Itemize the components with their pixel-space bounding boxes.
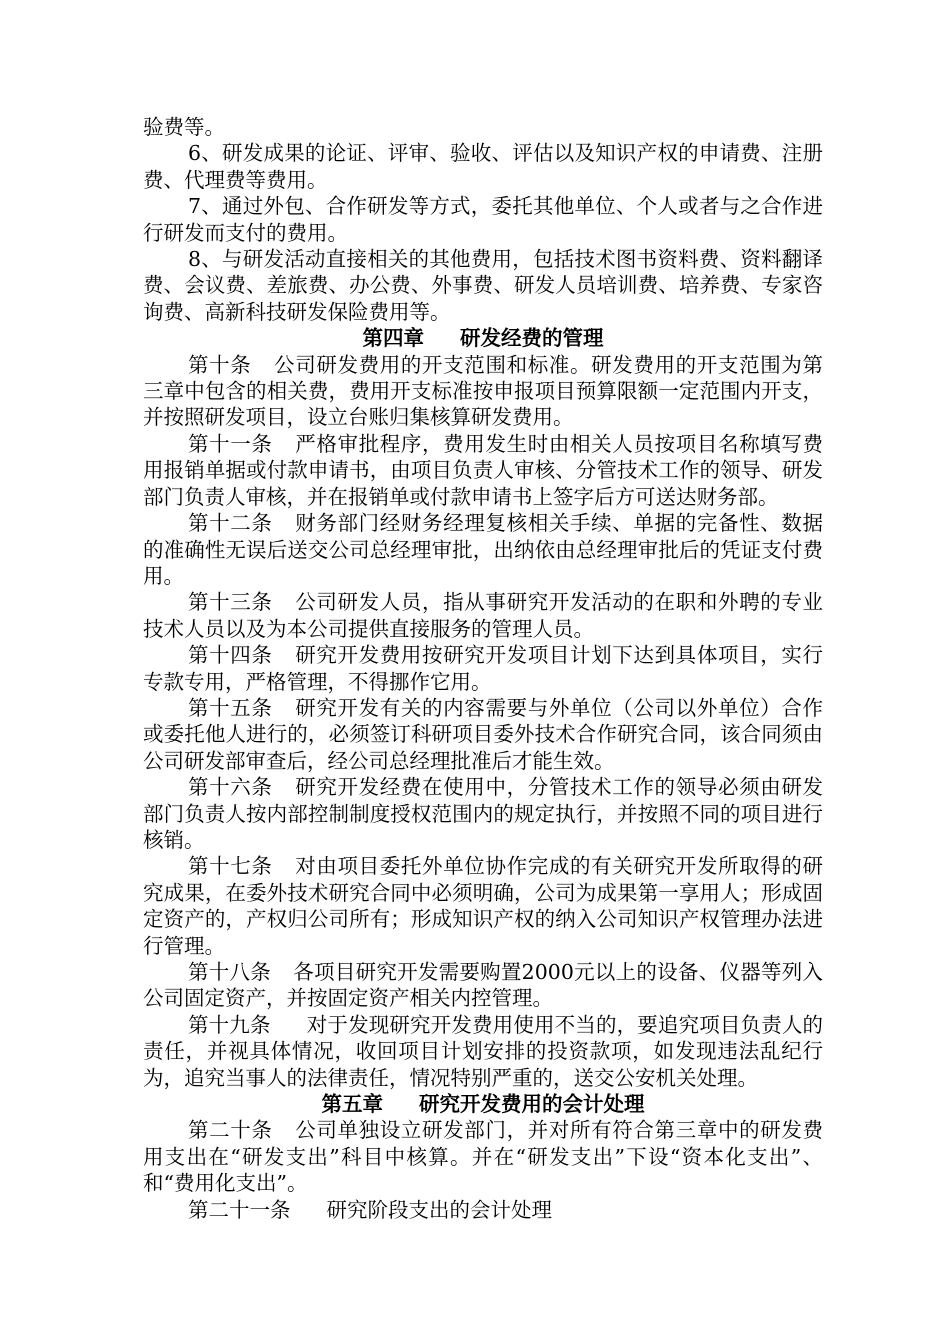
- article-number: 第十八条: [188, 960, 272, 984]
- article-number: 第二十一条: [188, 1197, 291, 1222]
- paragraph-text: 7、通过外包、合作研发等方式，委托其他单位、个人或者与之合作进行研发而支付的费用。: [143, 194, 823, 245]
- article-12: [143, 510, 823, 589]
- article-15: [143, 695, 823, 774]
- article-text: 各项目研究开发需要购置2000元以上的设备、仪器等列入公司固定资产，并按固定资产相关内控管理。: [143, 960, 823, 1011]
- chapter-title: 研发经费的管理: [460, 326, 604, 351]
- article-text: 研究阶段支出的会计处理: [326, 1197, 552, 1222]
- article-number: 第十二条: [188, 511, 273, 536]
- article-21: [143, 1197, 823, 1223]
- chapter-heading-4: [143, 325, 823, 351]
- article-10: [143, 352, 823, 431]
- paragraph-text: 8、与研发活动直接相关的其他费用，包括技术图书资料费、资料翻译费、会议费、差旅费、办公费、外事费、研发人员培训费、培养费、专家咨询费、高新科技研发保险费用等。: [143, 247, 823, 324]
- paragraph-fee-continuation: [143, 114, 823, 140]
- article-number: 第十九条: [188, 1012, 271, 1037]
- article-number: 第十一条: [188, 431, 273, 456]
- article-17: [143, 853, 823, 959]
- article-text: 研究开发费用按研究开发项目计划下达到具体项目，实行专款专用，严格管理，不得挪作它用。: [143, 643, 824, 694]
- article-16: [143, 774, 823, 853]
- paragraph-text: 6、研发成果的论证、评审、验收、评估以及知识产权的申请费、注册费、代理费等费用。: [143, 141, 823, 192]
- article-number: 第十三条: [188, 590, 273, 615]
- paragraph-item-6: [143, 140, 823, 193]
- article-text: 公司研发费用的开支范围和标准。研发费用的开支范围为第三章中包含的相关费，费用开支标准按申报项目预算限额一定范围内开支，并按照研发项目，设立台账归集核算研发费用。: [143, 352, 824, 430]
- article-number: 第十条: [188, 352, 252, 377]
- article-text: 财务部门经财务经理复核相关手续、单据的完备性、数据的准确性无误后送交公司总经理审批，出纳依由总经理审批后的凭证支付费用。: [143, 511, 824, 588]
- article-19: [143, 1012, 823, 1091]
- article-number: 第十六条: [188, 775, 273, 800]
- article-18: [143, 959, 823, 1012]
- article-number: 第二十条: [188, 1118, 273, 1143]
- article-14: [143, 642, 823, 695]
- article-text: 公司单独设立研发部门，并对所有符合第三章中的研发费用支出在“研发支出”科目中核算。并在“研发支出”下设“资本化支出”、和“费用化支出”。: [143, 1118, 824, 1196]
- chapter-title: 研究开发费用的会计处理: [419, 1092, 645, 1117]
- article-text: 对于发现研究开发费用使用不当的，要追究项目负责人的责任，并视具体情况，收回项目计划安排的投资款项，如发现违法乱纪行为，追究当事人的法律责任，情况特别严重的，送交公安机关处理。: [143, 1012, 824, 1090]
- chapter-heading-5: [143, 1091, 823, 1117]
- article-text: 研究开发有关的内容需要与外单位（公司以外单位）合作或委托他人进行的，必须签订科研项目委外技术合作研究合同，该合同须由公司研发部审查后，经公司总经理批准后才能生效。: [143, 695, 824, 773]
- document-page: [143, 114, 823, 1223]
- article-text: 对由项目委托外单位协作完成的有关研究开发所取得的研究成果，在委外技术研究合同中必须明确，公司为成果第一享用人；形成固定资产的，产权归公司所有；形成知识产权的纳入公司知识产权管理办法进行管理。: [143, 854, 824, 958]
- article-number: 第十五条: [188, 695, 273, 720]
- article-11: [143, 431, 823, 510]
- article-text: 研究开发经费在使用中，分管技术工作的领导必须由研发部门负责人按内部控制制度授权范围内的规定执行，并按照不同的项目进行核销。: [143, 775, 824, 852]
- article-text: 严格审批程序，费用发生时由相关人员按项目名称填写费用报销单据或付款申请书，由项目负责人审核、分管技术工作的领导、研发部门负责人审核，并在报销单或付款申请书上签字后方可送达财务部。: [143, 431, 824, 509]
- chapter-number: 第五章: [321, 1092, 383, 1117]
- article-13: [143, 589, 823, 642]
- article-number: 第十七条: [188, 854, 273, 879]
- chapter-number: 第四章: [362, 326, 424, 351]
- article-number: 第十四条: [188, 643, 273, 668]
- paragraph-item-8: [143, 246, 823, 325]
- article-text: 公司研发人员，指从事研究开发活动的在职和外聘的专业技术人员以及为本公司提供直接服务的管理人员。: [143, 590, 824, 641]
- paragraph-text: 验费等。: [143, 115, 225, 139]
- article-20: [143, 1117, 823, 1196]
- paragraph-item-7: [143, 193, 823, 246]
